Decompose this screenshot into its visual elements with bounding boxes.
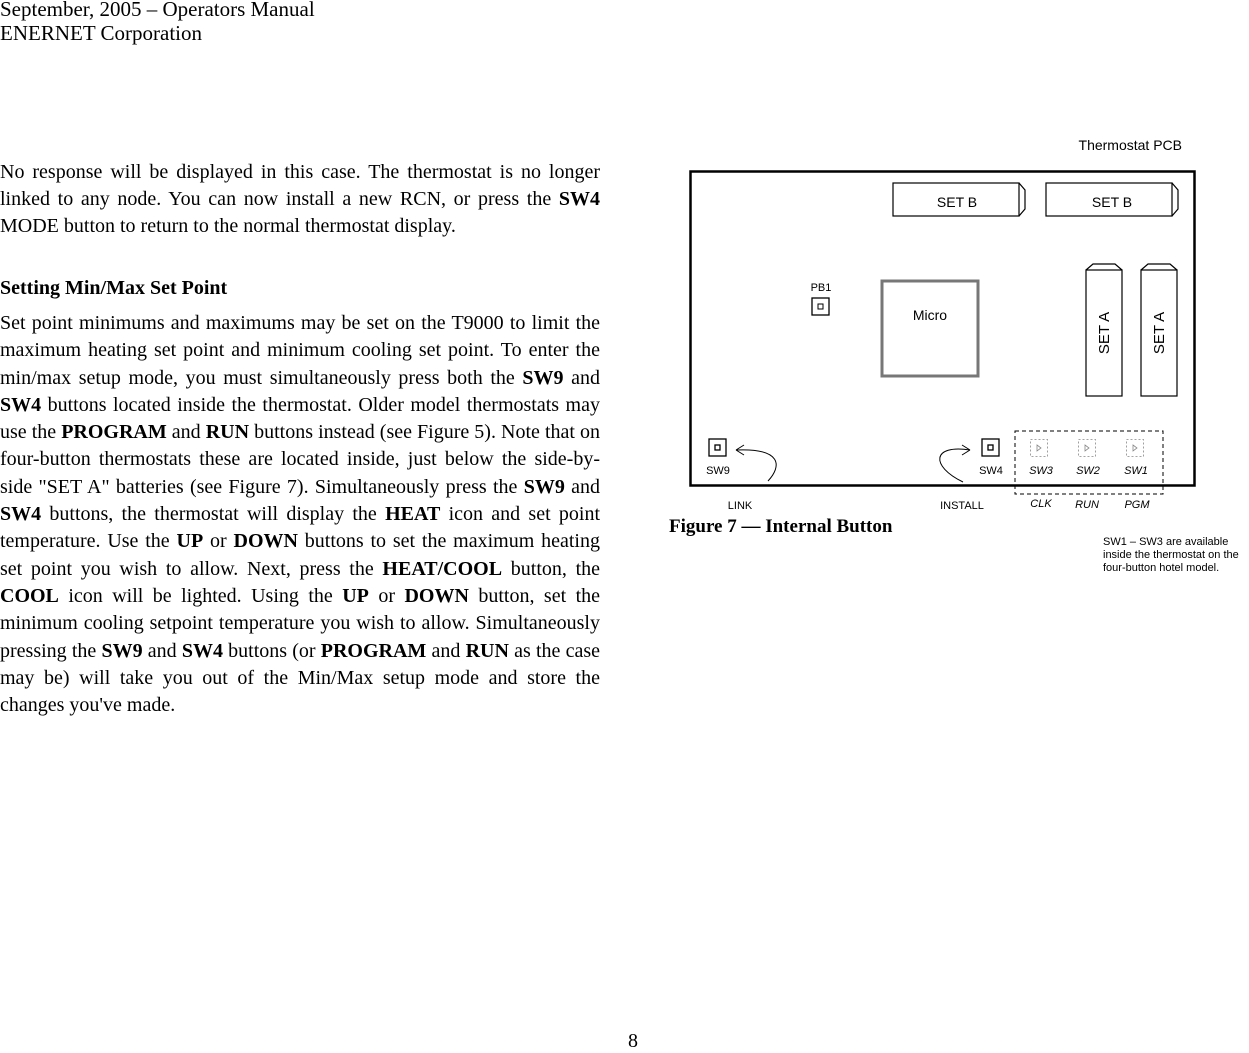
bold-term: SW4 — [558, 188, 600, 210]
text-run: and — [166, 421, 206, 444]
clk-label: CLK — [1030, 498, 1052, 510]
install-label: INSTALL — [940, 500, 984, 512]
sw1-button-icon — [1127, 440, 1144, 457]
sw3-label: SW3 — [1029, 465, 1053, 477]
link-label: LINK — [727, 500, 753, 512]
bold-term: UP — [342, 584, 369, 607]
text-run: buttons (or — [222, 639, 321, 662]
text-run: and — [426, 639, 466, 662]
bold-term: SW4 — [181, 639, 223, 662]
sw1-label: SW1 — [1124, 465, 1148, 477]
text-run: as the case may be) will take you out of the Min/Max setup mode and store the changes you've made. — [0, 639, 600, 717]
bold-term: HEAT/COOL — [382, 557, 503, 580]
bold-term: PROGRAM — [61, 421, 167, 444]
bold-term: SW9 — [522, 366, 564, 389]
set-a-label-1: SET A — [1096, 311, 1113, 355]
text-run: or — [203, 530, 234, 553]
text-run: button, set the minimum cooling setpoint temperature you wish to allow. Simultaneously pressing the — [0, 584, 601, 662]
pgm-label: PGM — [1124, 499, 1150, 511]
text-run: MODE button to return to the normal thermostat display. — [0, 215, 456, 237]
bold-term: SW4 — [0, 393, 42, 416]
set-b-label-2: SET B — [1091, 194, 1133, 210]
header-title: September, 2005 – Operators Manual — [0, 0, 315, 21]
paragraph-no-response — [0, 159, 600, 240]
page-number: 8 — [628, 1030, 638, 1052]
text-run: and — [563, 366, 600, 389]
text-run: buttons to set the maximum heating set point you wish to allow. Next, press the — [0, 530, 600, 580]
header-company: ENERNET Corporation — [0, 21, 203, 45]
sw4-button-icon — [982, 439, 999, 456]
bold-term: SW9 — [101, 639, 143, 662]
micro-chip — [882, 281, 978, 376]
bold-term: RUN — [205, 421, 250, 444]
figure-note: SW1 – SW3 are available inside the thermostat on the four-button hotel model. — [1103, 536, 1239, 574]
bold-term: HEAT — [385, 503, 441, 526]
battery-set-a-1 — [1086, 264, 1122, 396]
pcb-title: Thermostat PCB — [1078, 137, 1182, 153]
set-b-label-1: SET B — [936, 194, 978, 210]
sw2-button-icon — [1079, 440, 1096, 457]
sw9-button-icon — [709, 439, 726, 456]
section-heading: Setting Min/Max Set Point — [0, 277, 228, 299]
battery-set-b-2 — [1046, 183, 1178, 216]
battery-set-b-1 — [893, 183, 1025, 216]
pcb-board — [691, 172, 1195, 486]
set-a-label-2: SET A — [1151, 311, 1168, 355]
text-run: No response will be displayed in this case. The thermostat is no longer linked to any node. You can now install a new RCN, or press the — [0, 161, 600, 210]
battery-set-a-2 — [1141, 264, 1177, 396]
pb1-label: PB1 — [810, 282, 832, 294]
bold-term: DOWN — [404, 584, 469, 607]
text-run: buttons instead (see Figure 5). Note that on four-button thermostats these are located inside, just below the side-by-side "SET A" batteries (see Figure 7). Simultaneously press the — [0, 421, 600, 498]
text-run: button, the — [502, 557, 601, 580]
text-run: and — [564, 475, 600, 498]
sw9-label: SW9 — [706, 465, 730, 477]
bold-term: DOWN — [233, 530, 298, 553]
install-arrow — [940, 449, 970, 482]
sw4-label: SW4 — [979, 465, 1003, 477]
bold-term: SW4 — [0, 503, 42, 526]
bold-term: RUN — [465, 639, 509, 662]
pb1-button-icon — [812, 298, 829, 315]
text-run: icon and set point temperature. Use the — [0, 503, 601, 553]
text-run: buttons, the thermostat will display the — [41, 503, 386, 526]
text-run: and — [142, 639, 182, 662]
bold-term: UP — [176, 530, 204, 553]
text-run: or — [368, 584, 405, 607]
micro-label: Micro — [912, 307, 948, 323]
text-run: Set point minimums and maximums may be set on the T9000 to limit the maximum heating set point and minimum cooling set point. To enter the min/max setup mode, you must simultaneously press both the — [0, 312, 600, 389]
paragraph-min-max — [0, 310, 600, 719]
sw3-button-icon — [1031, 440, 1048, 457]
link-arrow — [736, 450, 776, 481]
text-run: icon will be lighted. Using the — [58, 584, 343, 607]
bold-term: SW9 — [523, 475, 565, 498]
bold-term: PROGRAM — [320, 639, 427, 662]
sw2-label: SW2 — [1076, 465, 1100, 477]
text-run: buttons located inside the thermostat. Older model thermostats may use the — [0, 393, 600, 444]
bold-term: COOL — [0, 584, 59, 607]
run-label: RUN — [1075, 499, 1099, 511]
figure-caption: Figure 7 — Internal Button — [669, 516, 893, 537]
